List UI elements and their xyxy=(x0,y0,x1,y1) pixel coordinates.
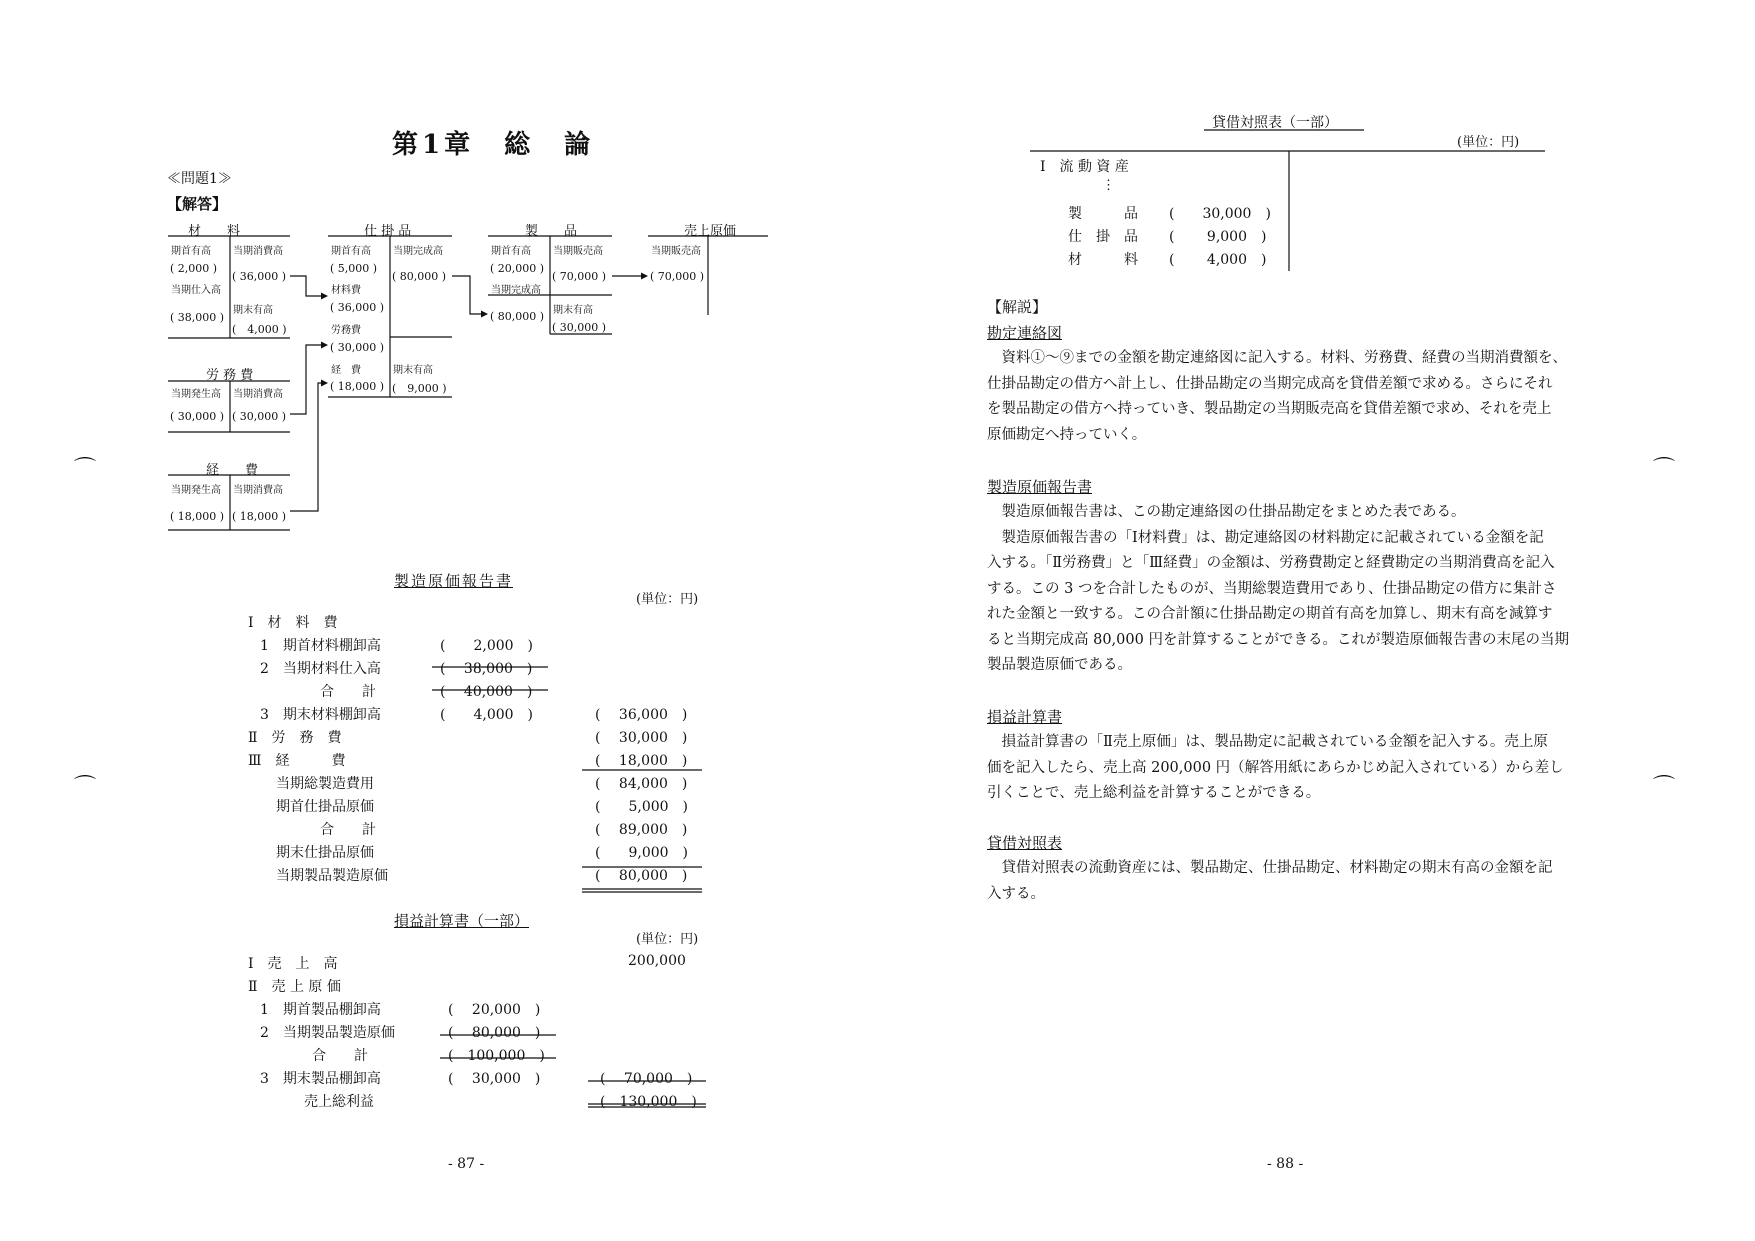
wip-beg-value: ( 5,000 ) xyxy=(330,262,378,275)
cogs-account-title: 売上原価 xyxy=(684,224,737,239)
is-row-label: 1 期首製品棚卸高 xyxy=(260,1002,381,1018)
mfg-row-outer-value: ( 80,000 ) xyxy=(595,868,688,884)
bs-ellipsis: ⋮ xyxy=(1102,178,1115,193)
overhead-account-title: 経 費 xyxy=(206,463,259,478)
explanation-line: を製品勘定の借方へ持っていき、製品勘定の当期販売高を貸借差額で求め、それを売上 xyxy=(987,401,1552,417)
overhead-debit-value: ( 18,000 ) xyxy=(170,510,225,523)
materials-end-label: 期末有高 xyxy=(233,305,273,316)
explanation-line: 価を記入したら、売上高 200,000 円（解答用紙にあらかじめ記入されている）から差し xyxy=(987,759,1564,776)
explanation-line: 原価勘定へ持っていく。 xyxy=(987,426,1147,443)
binding-mark-icon: ⌒ xyxy=(1653,775,1676,800)
explanation-line: 製造原価報告書の「Ⅰ材料費」は、勘定連絡図の材料勘定に記載されている金額を記 xyxy=(987,529,1544,546)
finished-completed-label: 当期完成高 xyxy=(491,285,541,296)
left-page xyxy=(0,0,877,1241)
bs-unit: (単位：円) xyxy=(1457,135,1520,150)
mfg-row-outer-value: ( 9,000 ) xyxy=(595,845,689,861)
bs-section-current-assets: Ⅰ 流 動 資 産 xyxy=(1040,159,1129,175)
explanation-line: 貸借対照表の流動資産には、製品勘定、仕掛品勘定、材料勘定の期末有高の金額を記 xyxy=(987,860,1553,876)
is-row-outer-value: ( 70,000 ) xyxy=(600,1071,693,1087)
explanation-heading: 勘定連絡図 xyxy=(987,324,1063,342)
wip-completed-value: ( 80,000 ) xyxy=(392,270,447,283)
labor-credit-label: 当期消費高 xyxy=(233,389,283,400)
finished-completed-value: ( 80,000 ) xyxy=(490,310,545,323)
explanation-line: ると当期完成高 80,000 円を計算することができる。これが製造原価報告書の末尾の当期 xyxy=(987,631,1569,648)
finished-account-title: 製 品 xyxy=(525,224,578,239)
mfg-row-inner-value: ( 4,000 ) xyxy=(440,707,534,723)
finished-end-label: 期末有高 xyxy=(553,305,593,316)
labor-account-title: 労 務 費 xyxy=(206,368,254,383)
mfg-row-label: Ⅱ 労 務 費 xyxy=(248,730,342,746)
bs-row-value: ( 4,000 ) xyxy=(1169,252,1267,268)
wip-beg-label: 期首有高 xyxy=(331,246,371,257)
explanation-line: れた金額と一致する。この合計額に仕掛品勘定の期首有高を加算し、期末有高を減算す xyxy=(987,606,1553,622)
is-row-inner-value: ( 80,000 ) xyxy=(448,1025,541,1041)
mfg-row-outer-value: ( 89,000 ) xyxy=(595,822,688,838)
finished-sold-value: ( 70,000 ) xyxy=(552,270,607,283)
mfg-row-inner-value: ( 40,000 ) xyxy=(440,684,533,700)
labor-credit-value: ( 30,000 ) xyxy=(232,410,287,423)
materials-purchase-value: ( 38,000 ) xyxy=(170,311,225,324)
answer-label: 【解答】 xyxy=(167,195,228,213)
problem-label: ≪問題1≫ xyxy=(167,171,232,187)
is-row-label: 2 当期製品製造原価 xyxy=(260,1025,395,1041)
is-row-inner-value: ( 100,000 ) xyxy=(448,1048,545,1064)
wip-mat-value: ( 36,000 ) xyxy=(330,301,385,314)
explanation-heading: 貸借対照表 xyxy=(987,834,1063,852)
bs-title: 貸借対照表（一部） xyxy=(1212,115,1338,131)
binding-mark-icon: ⌒ xyxy=(1653,457,1676,482)
mfg-row-outer-value: ( 84,000 ) xyxy=(595,776,688,792)
cogs-label: 当期販売高 xyxy=(651,246,701,257)
mfg-row-outer-value: ( 18,000 ) xyxy=(595,753,688,769)
wip-end-value: ( 9,000 ) xyxy=(392,382,447,395)
wip-lab-label: 労務費 xyxy=(331,325,361,336)
is-row-inner-value: ( 20,000 ) xyxy=(448,1002,541,1018)
explanation-line: 製品製造原価である。 xyxy=(987,657,1132,673)
finished-sold-label: 当期販売高 xyxy=(553,246,603,257)
wip-mat-label: 材料費 xyxy=(331,285,361,296)
explanation-line: 製造原価報告書は、この勘定連絡図の仕掛品勘定をまとめた表である。 xyxy=(987,504,1466,520)
materials-beg-label: 期首有高 xyxy=(171,246,211,257)
mfg-row-label: 期末仕掛品原価 xyxy=(276,845,374,861)
wip-oh-value: ( 18,000 ) xyxy=(330,380,385,393)
mfg-report-unit: (単位：円) xyxy=(636,592,699,607)
finished-beg-label: 期首有高 xyxy=(491,246,531,257)
bs-row-value: ( 9,000 ) xyxy=(1169,229,1267,245)
mfg-row-label: 当期総製造費用 xyxy=(276,776,374,792)
explanation-line: 仕掛品勘定の借方へ計上し、仕掛品勘定の当期完成高を貸借差額で求める。さらにそれ xyxy=(987,375,1553,392)
is-row-label: 合 計 xyxy=(312,1048,368,1064)
mfg-row-outer-value: ( 36,000 ) xyxy=(595,707,688,723)
cogs-value: ( 70,000 ) xyxy=(650,270,705,283)
mfg-row-inner-value: ( 2,000 ) xyxy=(440,638,534,654)
mfg-row-outer-value: ( 5,000 ) xyxy=(595,799,689,815)
right-page xyxy=(877,0,1755,1241)
finished-beg-value: ( 20,000 ) xyxy=(490,262,545,275)
is-row-label: Ⅰ 売 上 高 xyxy=(248,956,338,972)
mfg-row-inner-value: ( 38,000 ) xyxy=(440,661,533,677)
is-row-label: 売上総利益 xyxy=(304,1094,374,1110)
bs-row-label: 材 料 xyxy=(1068,252,1138,268)
materials-purchase-label: 当期仕入高 xyxy=(171,285,221,296)
mfg-row-label: Ⅲ 経 費 xyxy=(248,753,346,769)
materials-end-value: ( 4,000 ) xyxy=(232,323,287,336)
mfg-row-outer-value: ( 30,000 ) xyxy=(595,730,688,746)
explanation-heading: 製造原価報告書 xyxy=(987,478,1093,496)
page-number-left: - 87 - xyxy=(448,1156,485,1172)
materials-account-title: 材 料 xyxy=(188,224,241,239)
finished-end-value: ( 30,000 ) xyxy=(552,321,607,334)
page-number-right: - 88 - xyxy=(1267,1156,1304,1172)
wip-oh-label: 経 費 xyxy=(331,365,361,376)
bs-row-value: ( 30,000 ) xyxy=(1169,206,1271,222)
materials-used-value: ( 36,000 ) xyxy=(232,270,287,283)
materials-used-label: 当期消費高 xyxy=(233,246,283,257)
is-row-label: 3 期末製品棚卸高 xyxy=(260,1071,381,1087)
chapter-title: 第1章 総 論 xyxy=(392,130,595,160)
materials-beg-value: ( 2,000 ) xyxy=(170,262,218,275)
wip-account-title: 仕 掛 品 xyxy=(364,224,412,239)
binding-mark-icon: ⌒ xyxy=(74,775,97,800)
overhead-credit-value: ( 18,000 ) xyxy=(232,510,287,523)
labor-debit-label: 当期発生高 xyxy=(171,389,221,400)
mfg-row-label: 3 期末材料棚卸高 xyxy=(260,707,381,723)
account-diagram-lines xyxy=(0,0,877,1241)
wip-lab-value: ( 30,000 ) xyxy=(330,341,385,354)
binding-mark-icon: ⌒ xyxy=(74,457,97,482)
mfg-row-label: 合 計 xyxy=(320,822,376,838)
is-row-label: Ⅱ 売 上 原 価 xyxy=(248,979,341,995)
overhead-credit-label: 当期消費高 xyxy=(233,485,283,496)
overhead-debit-label: 当期発生高 xyxy=(171,485,221,496)
explanation-label: 【解説】 xyxy=(987,298,1048,316)
explanation-line: する。この 3 つを合計したものが、当期総製造費用であり、仕掛品勘定の借方に集計さ xyxy=(987,580,1557,597)
explanation-line: 入する。「Ⅱ労務費」と「Ⅲ経費」の金額は、労務費勘定と経費勘定の当期消費高を記入 xyxy=(987,555,1555,571)
explanation-line: 入する。 xyxy=(987,885,1045,902)
bs-row-label: 製 品 xyxy=(1068,206,1138,222)
is-row-outer-value: ( 130,000 ) xyxy=(600,1094,697,1110)
explanation-line: 引くことで、売上総利益を計算することができる。 xyxy=(987,785,1321,801)
bs-row-label: 仕 掛 品 xyxy=(1068,229,1138,245)
mfg-row-label: 1 期首材料棚卸高 xyxy=(260,638,381,654)
wip-end-label: 期末有高 xyxy=(393,365,433,376)
income-statement-title: 損益計算書（一部） xyxy=(394,912,530,930)
is-row-inner-value: ( 30,000 ) xyxy=(448,1071,541,1087)
mfg-row-label: 当期製品製造原価 xyxy=(276,868,388,884)
labor-debit-value: ( 30,000 ) xyxy=(170,410,225,423)
wip-completed-label: 当期完成高 xyxy=(393,246,443,257)
mfg-report-title: 製造原価報告書 xyxy=(394,572,514,590)
explanation-line: 損益計算書の「Ⅱ売上原価」は、製品勘定に記載されている金額を記入する。売上原 xyxy=(987,734,1548,750)
mfg-row-label: 期首仕掛品原価 xyxy=(276,799,374,815)
explanation-line: 資料①～⑨までの金額を勘定連絡図に記入する。材料、労務費、経費の当期消費額を、 xyxy=(987,350,1567,366)
mfg-row-label: Ⅰ 材 料 費 xyxy=(248,615,338,631)
income-statement-unit: (単位：円) xyxy=(636,932,699,947)
mfg-row-label: 合 計 xyxy=(320,684,376,700)
is-row-outer-value: 200,000 xyxy=(628,953,686,969)
explanation-heading: 損益計算書 xyxy=(987,708,1063,726)
mfg-row-label: 2 当期材料仕入高 xyxy=(260,661,381,677)
